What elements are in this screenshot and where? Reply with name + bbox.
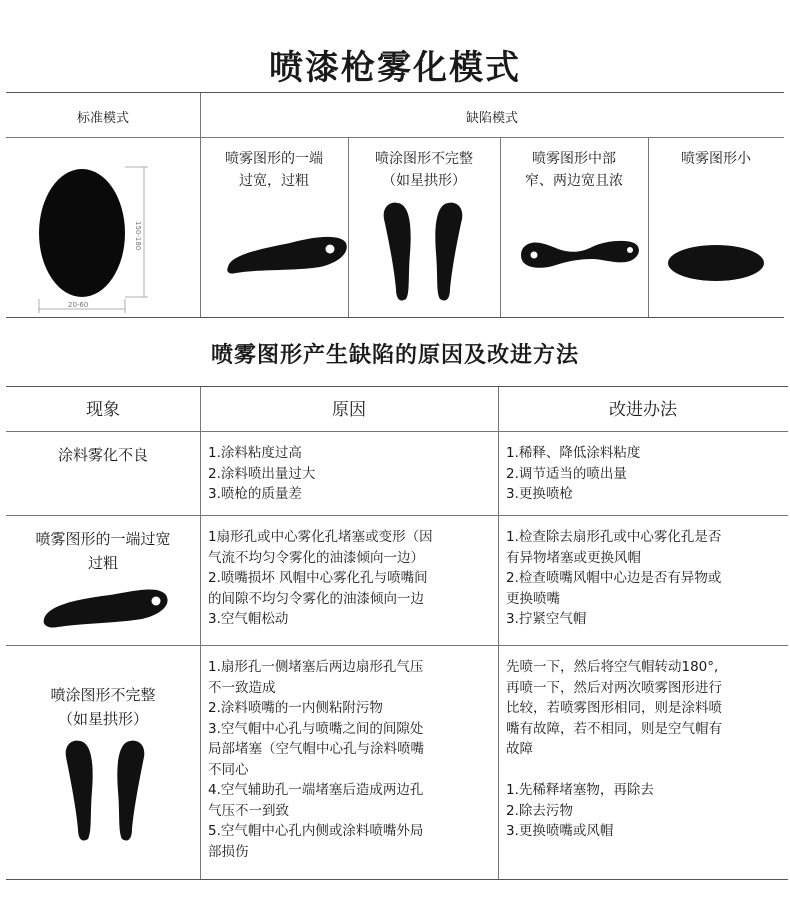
cause-line: 3.喷枪的质量差 (208, 486, 302, 502)
wide-end-pattern-figure (18, 583, 188, 633)
cause-line: 部损伤 (208, 843, 249, 860)
incomplete-pattern-figure (58, 737, 158, 847)
section-title: 喷雾图形产生缺陷的原因及改进方法 (210, 343, 579, 368)
spacer (506, 760, 722, 781)
phenomenon-cell (6, 683, 200, 731)
cause-line: 2.喷嘴损坏 风帽中心雾化孔与喷嘴间 (208, 570, 428, 586)
cause-line: 2.涂料喷出量过大 (208, 465, 316, 482)
cause-line: 5.空气帽中心孔内侧或涂料喷嘴外局 (208, 823, 424, 839)
page-title: 喷漆枪雾化模式 (269, 48, 521, 88)
wide-end-pattern-figure (200, 223, 348, 303)
fix-line: 更换喷嘴 (506, 590, 560, 607)
cause-line: 局部堵塞（空气帽中心孔与涂料喷嘴 (208, 741, 424, 757)
cause-line: 不一致造成 (208, 679, 276, 696)
column-header-fix: 改进办法 (609, 400, 677, 420)
column-header-phenomenon: 现象 (86, 400, 120, 420)
caption-line: 喷雾图形的一端 (225, 151, 323, 167)
fix-line: 有异物堵塞或更换风帽 (506, 549, 641, 566)
divider (6, 431, 788, 432)
fix-line: 3.更换喷嘴或风帽 (506, 823, 614, 839)
defect-caption-narrow-middle (500, 148, 648, 192)
caption-line: 窄、两边宽且浓 (525, 173, 623, 189)
defect-caption-small (648, 148, 784, 170)
divider (6, 515, 788, 516)
standard-spray-ellipse (39, 169, 125, 297)
pattern-table (6, 92, 784, 318)
narrow-middle-pattern-figure (500, 233, 648, 293)
caption-line: 过宽，过粗 (239, 173, 309, 189)
phenomenon-cell (6, 443, 200, 467)
fix-cell (506, 443, 640, 505)
fix-line: 2.除去污物 (506, 802, 573, 819)
cause-line: 4.空气辅助孔一端堵塞后造成两边孔 (208, 782, 424, 798)
defect-caption-wide-end (200, 148, 348, 192)
dimension-horizontal: 20-60 (68, 301, 89, 309)
standard-pattern-figure (6, 137, 200, 317)
phenomenon-line: （如星拱形） (57, 710, 148, 728)
cause-line: 的间隙不均匀令雾化的油漆倾向一边 (208, 590, 424, 607)
fix-line: 3.拧紧空气帽 (506, 611, 587, 627)
caption-line: （如星拱形） (382, 173, 466, 189)
cause-line: 气流不均匀令雾化的油漆倾向一边） (208, 549, 424, 566)
phenomenon-line: 过粗 (87, 554, 118, 572)
fix-line: 3.更换喷枪 (506, 486, 573, 502)
fix-cell (506, 657, 722, 842)
defect-caption-incomplete (348, 148, 500, 192)
cause-line: 2.涂料喷嘴的一内侧粘附污物 (208, 700, 383, 716)
causes-table (6, 386, 788, 880)
caption-line: 喷涂图形不完整 (375, 151, 473, 167)
divider (200, 387, 201, 879)
cause-line: 3.空气帽中心孔与喷嘴之间的间隙处 (208, 720, 424, 737)
divider (498, 387, 499, 879)
incomplete-pattern-figure (348, 197, 500, 307)
caption-line: 喷雾图形小 (681, 151, 751, 167)
cause-line: 1.扇形孔一侧堵塞后两边扇形孔气压 (208, 659, 424, 675)
fix-line: 再喷一下，然后对两次喷雾图形进行 (506, 679, 722, 696)
fix-line: 1.先稀释堵塞物，再除去 (506, 782, 654, 798)
cause-line: 3.空气帽松动 (208, 611, 289, 627)
fix-line: 先喷一下，然后将空气帽转动180°, (506, 659, 719, 675)
cause-line: 1扇形孔或中心雾化孔堵塞或变形（因 (208, 529, 433, 545)
fix-line: 嘴有故障，若不相同，则是空气帽有 (506, 720, 722, 737)
phenomenon-line: 喷涂图形不完整 (50, 686, 156, 704)
fix-line: 2.检查喷嘴风帽中心边是否有异物或 (506, 570, 722, 586)
fix-line: 1.稀释、降低涂料粘度 (506, 445, 641, 461)
cause-line: 不同心 (208, 761, 249, 778)
phenomenon-line: 喷雾图形的一端过宽 (35, 530, 171, 548)
fix-cell (506, 527, 721, 630)
dimension-vertical: 150-180 (134, 221, 142, 251)
fix-line: 1.检查除去扇形孔或中心雾化孔是否 (506, 529, 722, 545)
phenomenon-cell (6, 527, 200, 575)
cause-cell (208, 657, 424, 862)
divider (6, 645, 788, 646)
cause-line: 1.涂料粘度过高 (208, 445, 302, 461)
caption-line: 喷雾图形中部 (532, 151, 616, 167)
cause-line: 气压不一到致 (208, 802, 289, 819)
phenomenon-line: 涂料雾化不良 (57, 446, 148, 464)
cause-cell (208, 527, 433, 630)
cause-cell (208, 443, 315, 505)
fix-line: 2.调节适当的喷出量 (506, 465, 627, 482)
defect-header: 缺陷模式 (465, 111, 518, 126)
fix-line: 比较，若喷雾图形相同，则是涂料喷 (506, 700, 722, 716)
fix-line: 故障 (506, 741, 533, 757)
small-pattern-figure (648, 233, 784, 293)
column-header-cause: 原因 (332, 400, 366, 420)
standard-header: 标准模式 (76, 111, 129, 126)
